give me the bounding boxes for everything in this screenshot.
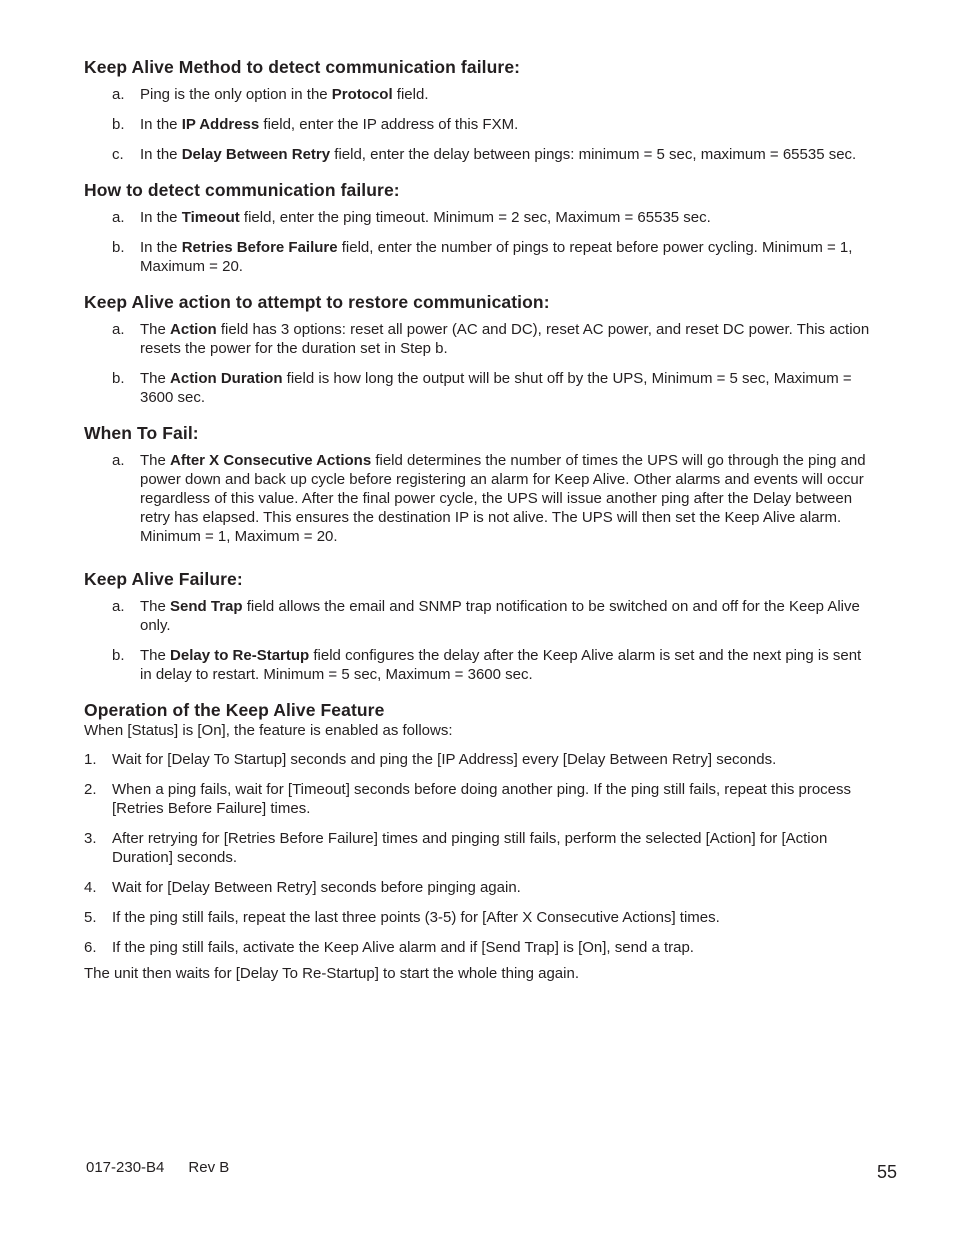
item-text: The [140, 598, 171, 615]
item-text: field, enter the ping timeout. Minimum = 2 sec, Maximum = 65535 sec. [239, 209, 711, 226]
field-name: Delay to Re-Startup [170, 647, 310, 664]
revision: Rev B [188, 1159, 230, 1176]
section-heading: Operation of the Keep Alive Feature [84, 700, 385, 720]
section-when-to-fail [84, 422, 874, 546]
sub-list [84, 208, 874, 276]
field-name: After X Consecutive Actions [170, 452, 372, 469]
list-marker: a. [112, 209, 125, 226]
sub-list [84, 320, 874, 407]
list-marker: 5. [84, 909, 97, 926]
item-text: field allows the email and SNMP trap notification to be switched on and off for the Keep Alive only. [140, 598, 860, 634]
sub-list [84, 597, 874, 684]
section-heading: Keep Alive Method to detect communication failure: [84, 57, 521, 77]
list-marker: b. [112, 647, 125, 664]
list-marker: 1. [84, 751, 97, 768]
section-keep-alive-failure [84, 568, 874, 684]
item-text: field is how long the output will be shut off by the UPS, Minimum = 5 sec, Maximum = 3600 sec. [140, 370, 852, 406]
page-number: 55 [877, 1162, 898, 1182]
item-text: The [140, 452, 171, 469]
list-item [84, 238, 874, 276]
section-heading: How to detect communication failure: [84, 180, 400, 200]
list-marker: a. [112, 452, 125, 469]
section-heading: Keep Alive action to attempt to restore communication: [84, 292, 550, 312]
list-item [84, 938, 874, 957]
item-text: In the [140, 146, 182, 163]
list-item [84, 878, 874, 897]
step-text: Wait for [Delay To Startup] seconds and ping the [IP Address] every [Delay Between Retry] seconds. [112, 751, 777, 768]
list-marker: b. [112, 116, 125, 133]
item-text: The [140, 370, 171, 387]
item-text: field, enter the number of pings to repeat before power cycling. Minimum = 1, Maximum = 20. [140, 239, 853, 275]
list-item [84, 115, 874, 134]
step-text: If the ping still fails, activate the Keep Alive alarm and if [Send Trap] is [On], send a trap. [112, 939, 694, 956]
step-text: Wait for [Delay Between Retry] seconds before pinging again. [112, 879, 521, 896]
list-item [84, 85, 874, 104]
section-operation [84, 699, 874, 983]
item-text: In the [140, 239, 182, 256]
list-marker: 2. [84, 781, 97, 798]
field-name: Protocol [331, 86, 393, 103]
list-item [84, 908, 874, 927]
list-marker: a. [112, 321, 125, 338]
doc-number: 017-230-B4 [86, 1159, 165, 1176]
list-marker: b. [112, 370, 125, 387]
item-text: Ping is the only option in the [140, 86, 332, 103]
list-item [84, 646, 874, 684]
list-item [84, 320, 874, 358]
list-item [84, 451, 874, 546]
list-marker: 6. [84, 939, 97, 956]
field-name: Action [170, 321, 217, 338]
page-footer [86, 1159, 229, 1176]
item-text: In the [140, 116, 182, 133]
item-text: The [140, 647, 171, 664]
item-text: field, enter the IP address of this FXM. [259, 116, 519, 133]
list-marker: 4. [84, 879, 97, 896]
step-text: If the ping still fails, repeat the last three points (3-5) for [After X Consecutive Actions] times. [112, 909, 720, 926]
item-text: The [140, 321, 171, 338]
operation-outro: The unit then waits for [Delay To Re-Startup] to start the whole thing again. [84, 965, 579, 982]
section-restore-action [84, 291, 874, 407]
item-text: field configures the delay after the Keep Alive alarm is set and the next ping is sent in delay to restart. Minimum = 5 sec, Maximum = 3600 sec. [140, 647, 862, 683]
list-item [84, 145, 874, 164]
item-text: In the [140, 209, 182, 226]
item-text: field, enter the delay between pings: minimum = 5 sec, maximum = 65535 sec. [330, 146, 857, 163]
numbered-list [84, 750, 874, 957]
step-text: When a ping fails, wait for [Timeout] seconds before doing another ping. If the ping still fails, repeat this process [Retries Before Failure] times. [112, 781, 852, 817]
list-item [84, 750, 874, 769]
sub-list [84, 451, 874, 546]
step-text: After retrying for [Retries Before Failure] times and pinging still fails, perform the selected [Action] for [Action Duration] seconds. [112, 830, 828, 866]
list-item [84, 208, 874, 227]
list-marker: a. [112, 598, 125, 615]
sub-list [84, 85, 874, 164]
list-item [84, 829, 874, 867]
field-name: Action Duration [170, 370, 283, 387]
field-name: Send Trap [170, 598, 243, 615]
field-name: Delay Between Retry [181, 146, 331, 163]
list-item [84, 597, 874, 635]
list-marker: a. [112, 86, 125, 103]
list-marker: c. [112, 146, 124, 163]
manual-page-content [84, 56, 874, 998]
section-detect-failure [84, 179, 874, 276]
item-text: field determines the number of times the UPS will go through the ping and power down and back up cycle before registering an alarm for Keep Alive. Other alarms and events will occur regardless of this value. After the final power cycle, the UPS will issue another ping after the Delay between retry has elapsed. This ensures the destination IP is not alive. The UPS will then set the Keep Alive alarm. Minimum = 1, Maximum = 20. [140, 452, 866, 545]
section-heading: Keep Alive Failure: [84, 569, 243, 589]
section-keep-alive-method [84, 56, 874, 164]
list-item [84, 369, 874, 407]
item-text: field. [392, 86, 429, 103]
list-marker: b. [112, 239, 125, 256]
field-name: IP Address [181, 116, 260, 133]
item-text: field has 3 options: reset all power (AC and DC), reset AC power, and reset DC power. This action resets the power for the duration set in Step b. [140, 321, 870, 357]
field-name: Retries Before Failure [181, 239, 338, 256]
field-name: Timeout [181, 209, 240, 226]
operation-intro: When [Status] is [On], the feature is enabled as follows: [84, 722, 453, 739]
section-heading: When To Fail: [84, 423, 199, 443]
list-marker: 3. [84, 830, 97, 847]
list-item [84, 780, 874, 818]
